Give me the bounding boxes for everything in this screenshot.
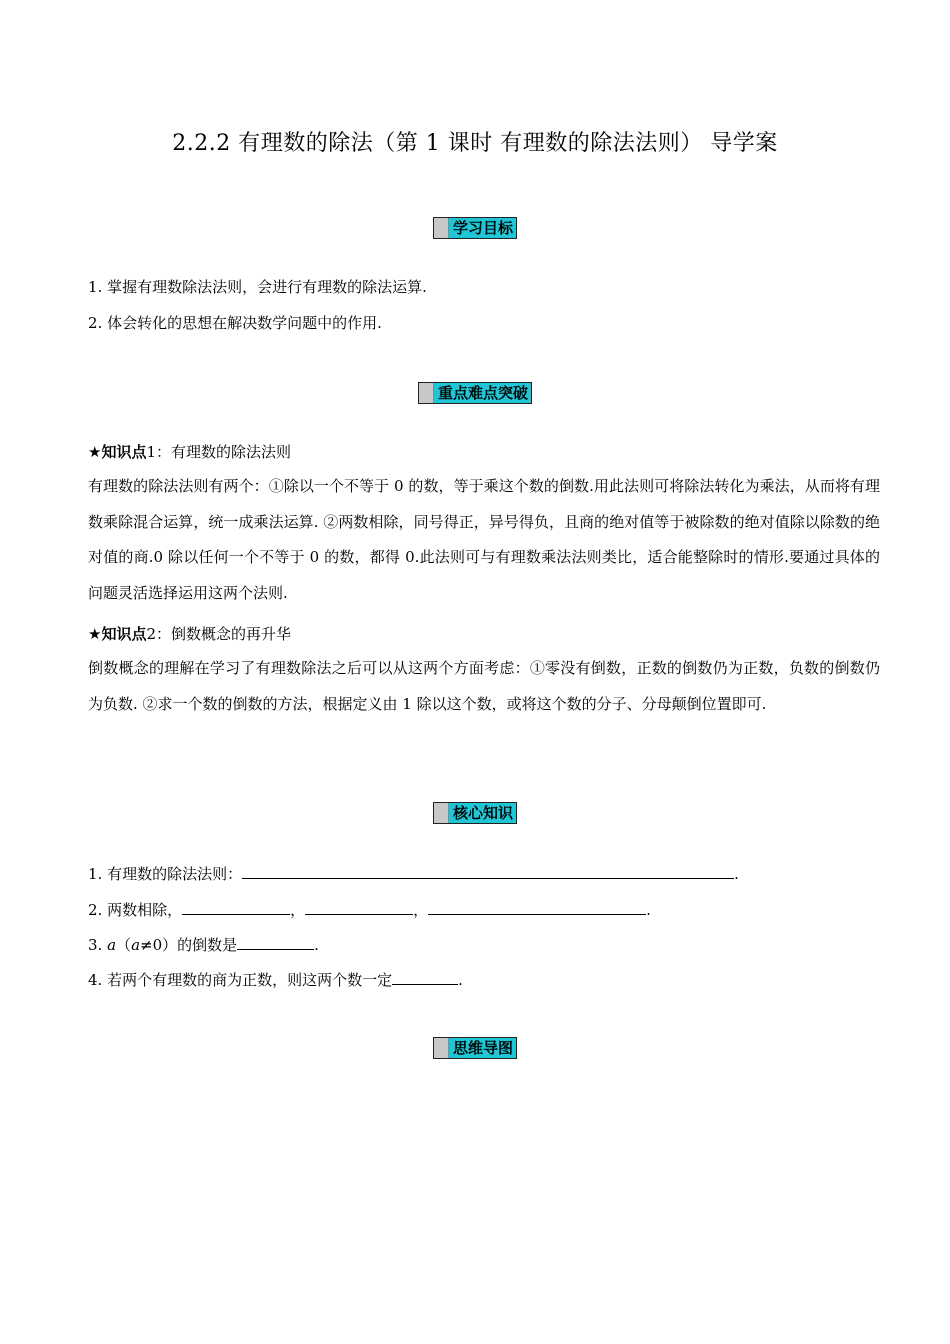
q3-variable: a (131, 936, 141, 954)
q3-condition: ≠0）的倒数是 (140, 936, 238, 954)
answer-blank[interactable] (242, 864, 734, 879)
q3-open-paren: （ (116, 936, 132, 954)
q1-suffix: . (734, 865, 739, 883)
section-tab (434, 218, 449, 238)
section-label: 核心知识 (449, 803, 516, 823)
q1-prefix: 1. 有理数的除法法则： (88, 865, 243, 883)
core-question-2 (88, 900, 878, 920)
section-header-key-points (0, 382, 950, 404)
objective-item-2: 2. 体会转化的思想在解决数学问题中的作用. (88, 314, 382, 332)
section-badge (433, 217, 517, 239)
answer-blank[interactable] (182, 900, 290, 915)
section-label: 思维导图 (449, 1038, 516, 1058)
kp1-title-rest: 1：有理数的除法法则 (146, 443, 291, 461)
knowledge-point-2-title (88, 624, 291, 644)
answer-blank[interactable] (428, 900, 646, 915)
section-tab (419, 383, 434, 403)
q2-suffix: . (646, 901, 651, 919)
knowledge-point-2-text: 倒数概念的理解在学习了有理数除法之后可以从这两个方面考虑：①零没有倒数，正数的倒数仍为正数，负数的倒数仍为负数. ②求一个数的倒数的方法，根据定义由 1 除以这个数，或将这个数的分子、分母颠倒位置即可. (88, 659, 880, 713)
answer-blank[interactable] (237, 935, 314, 950)
objective-item-1: 1. 掌握有理数除法法则，会进行有理数的除法运算. (88, 278, 427, 296)
q4-prefix: 4. 若两个有理数的商为正数，则这两个数一定 (88, 971, 393, 989)
knowledge-point-1-title (88, 442, 291, 462)
section-label: 学习目标 (449, 218, 516, 238)
section-tab (434, 1038, 449, 1058)
q2-separator: ， (413, 901, 429, 919)
section-badge (418, 382, 532, 404)
section-tab (434, 803, 449, 823)
q2-prefix: 2. 两数相除， (88, 901, 183, 919)
answer-blank[interactable] (392, 970, 458, 985)
q3-variable: a (107, 936, 117, 954)
section-label: 重点难点突破 (434, 383, 531, 403)
q3-suffix: . (314, 936, 319, 954)
section-badge (433, 1037, 517, 1059)
core-question-4 (88, 970, 878, 990)
answer-blank[interactable] (305, 900, 413, 915)
kp2-title-rest: 2：倒数概念的再升华 (146, 625, 291, 643)
knowledge-point-1-text: 有理数的除法法则有两个：①除以一个不等于 0 的数，等于乘这个数的倒数.用此法则可将除法转化为乘法，从而将有理数乘除混合运算，统一成乘法运算. ②两数相除，同号得正，异号得负，且商的绝对值等于被除数的绝对值除以除数的绝对值的商.0 除以任何一个不等于 0 的数，都得 0.此法则可与有理数乘法法则类比，适合能整除时的情形.要通过具体的问题灵活选择运用这两个法则. (88, 477, 880, 602)
kp2-title-prefix: ★知识点 (88, 625, 147, 643)
core-question-1 (88, 864, 878, 884)
section-badge (433, 802, 517, 824)
section-header-mindmap (0, 1037, 950, 1059)
q3-prefix: 3. (88, 936, 108, 954)
core-question-3 (88, 935, 878, 955)
section-header-core (0, 802, 950, 824)
kp1-title-prefix: ★知识点 (88, 443, 147, 461)
section-header-objectives (0, 217, 950, 239)
page-title: 2.2.2 有理数的除法（第 1 课时 有理数的除法法则） 导学案 (172, 131, 778, 156)
q4-suffix: . (458, 971, 463, 989)
q2-separator: ， (290, 901, 306, 919)
